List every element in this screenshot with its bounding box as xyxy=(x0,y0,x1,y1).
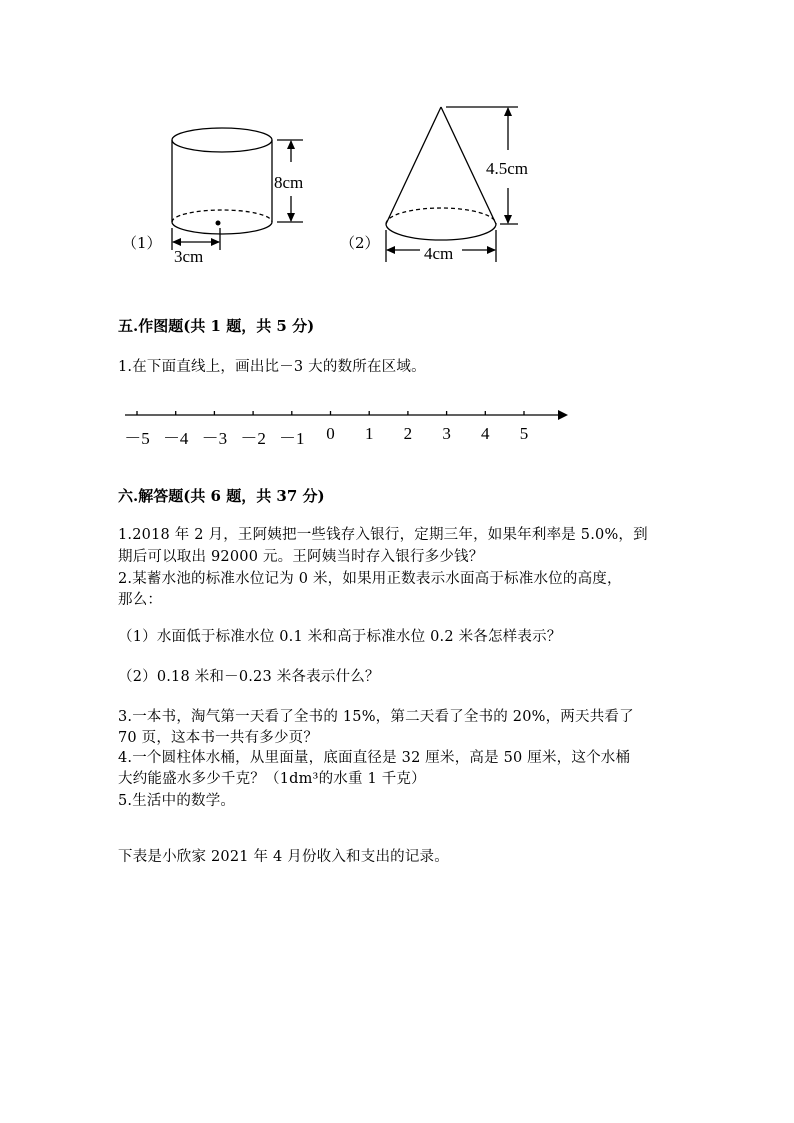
question-1-line-1: 1.2018 年 2 月，王阿姨把一些钱存入银行，定期三年，如果年利率是 5.0%，到 xyxy=(118,527,648,543)
number-line-tick-label: －3 xyxy=(201,429,228,448)
cone-figure-label: （2） xyxy=(340,234,380,252)
number-line-tick-label: 0 xyxy=(326,424,335,443)
cylinder-radius-label: 3cm xyxy=(174,247,204,266)
number-line-arrowhead xyxy=(558,410,568,420)
question-2-line-1: 2.某蓄水池的标准水位记为 0 米，如果用正数表示水面高于标准水位的高度， xyxy=(118,571,622,587)
question-5: 5.生活中的数学。 xyxy=(118,793,236,809)
question-1-line-2: 期后可以取出 92000 元。王阿姨当时存入银行多少钱？ xyxy=(118,549,484,565)
number-line[interactable] xyxy=(125,410,568,420)
question-4-line-2: 大约能盛水多少千克？（1dm³的水重 1 千克） xyxy=(118,771,426,787)
cone-height-label: 4.5cm xyxy=(486,159,529,178)
number-line-tick-label: 4 xyxy=(481,424,490,443)
number-line-tick-label: 3 xyxy=(442,424,451,443)
cone-diameter-label: 4cm xyxy=(424,244,454,263)
question-3-line-2: 70 页，这本书一共有多少页？ xyxy=(118,730,319,746)
number-line-tick-label: －5 xyxy=(124,429,150,448)
question-4-line-1: 4.一个圆柱体水桶，从里面量，底面直径是 32 厘米，高是 50 厘米，这个水桶 xyxy=(118,750,631,766)
question-3-line-1: 3.一本书，淘气第一天看了全书的 15%，第二天看了全书的 20%，两天共看了 xyxy=(118,709,634,725)
section-5-heading: 五.作图题(共 1 题，共 5 分) xyxy=(118,317,315,335)
cylinder-figure-label: （1） xyxy=(122,234,162,252)
section-6-heading: 六.解答题(共 6 题，共 37 分) xyxy=(118,487,325,505)
section-5-question-1: 1.在下面直线上，画出比－3 大的数所在区域。 xyxy=(118,359,426,375)
question-2-sub-2: （2）0.18 米和－0.23 米各表示什么？ xyxy=(118,669,380,685)
number-line-tick-label: －1 xyxy=(279,429,305,448)
number-line-tick-label: －4 xyxy=(162,429,189,448)
cylinder-center-dot xyxy=(216,221,221,226)
question-2-line-2: 那么： xyxy=(118,592,163,608)
number-line-tick-label: －2 xyxy=(240,429,266,448)
question-5-description: 下表是小欣家 2021 年 4 月份收入和支出的记录。 xyxy=(118,849,449,865)
number-line-tick-label: 2 xyxy=(403,424,413,443)
question-2-sub-1: （1）水面低于标准水位 0.1 米和高于标准水位 0.2 米各怎样表示？ xyxy=(118,629,562,645)
number-line-tick-label: 1 xyxy=(364,424,374,443)
cone-figure xyxy=(386,107,518,262)
cylinder-height-label: 8cm xyxy=(274,173,304,192)
number-line-tick-label: 5 xyxy=(519,424,529,443)
